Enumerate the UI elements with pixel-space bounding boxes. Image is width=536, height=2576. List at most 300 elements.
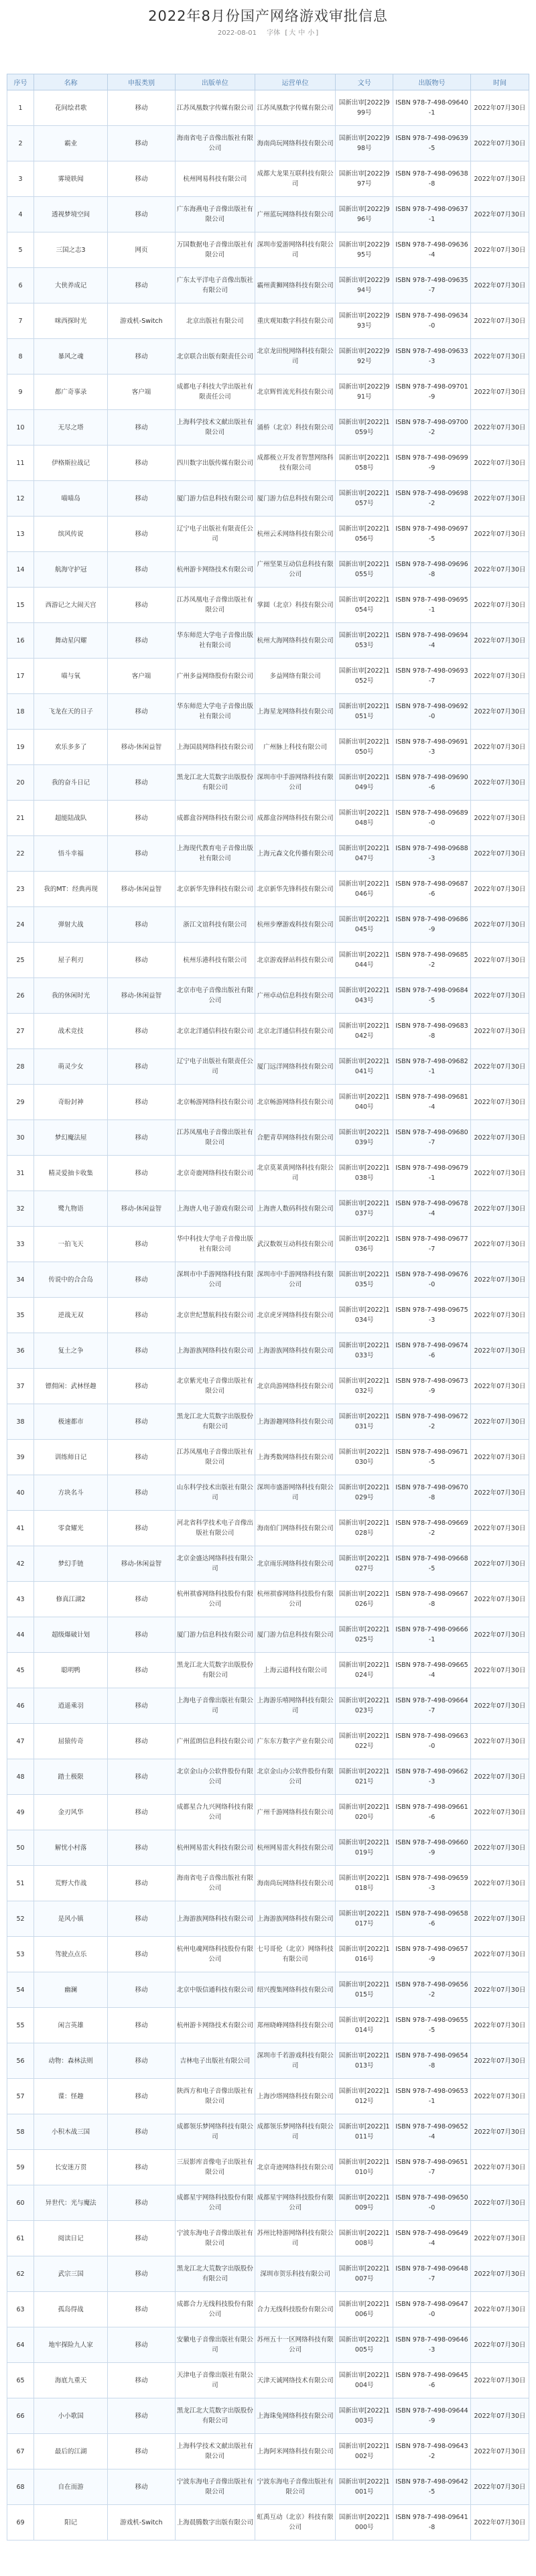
cell-isbn: ISBN 978-7-498-09673-9 [393, 1369, 471, 1404]
cell-no: 59 [7, 2150, 34, 2185]
cell-date: 2022年07月30日 [470, 2221, 529, 2256]
table-row [7, 2221, 529, 2256]
cell-type: 移动 [108, 2008, 176, 2043]
cell-isbn: ISBN 978-7-498-09647-0 [393, 2292, 471, 2327]
cell-type: 移动 [108, 1617, 176, 1653]
cell-operator: 成都盒谷网络科技有限公司 [255, 801, 336, 836]
table-row [7, 1085, 529, 1120]
cell-no: 6 [7, 268, 34, 303]
cell-no: 41 [7, 1511, 34, 1546]
cell-type: 移动 [108, 1440, 176, 1475]
table-row [7, 1617, 529, 1653]
column-header-type: 申报类别 [108, 74, 176, 90]
cell-doc-no: 国新出审[2022]1053号 [336, 623, 393, 659]
table-row [7, 1688, 529, 1724]
cell-type: 移动 [108, 1866, 176, 1901]
table-row [7, 1156, 529, 1191]
cell-no: 63 [7, 2292, 34, 2327]
cell-name: 屈猿传奇 [34, 1724, 108, 1759]
cell-name: 孤岛得战 [34, 2292, 108, 2327]
cell-date: 2022年07月30日 [470, 1191, 529, 1227]
cell-doc-no: 国新出审[2022]1037号 [336, 1191, 393, 1227]
table-row [7, 1262, 529, 1298]
cell-isbn: ISBN 978-7-498-09662-3 [393, 1759, 471, 1795]
cell-name: 欢乐多多了 [34, 730, 108, 765]
cell-type: 移动-休闲益智 [108, 978, 176, 1014]
cell-publisher: 成都星合九兴网络科技有限公司 [175, 1795, 255, 1830]
meta-row [0, 27, 536, 37]
cell-date: 2022年07月30日 [470, 1085, 529, 1120]
cell-doc-no: 国新出审[2022]1054号 [336, 588, 393, 623]
cell-isbn: ISBN 978-7-498-09669-2 [393, 1511, 471, 1546]
table-row [7, 694, 529, 730]
cell-type: 移动 [108, 2327, 176, 2363]
table-row [7, 2327, 529, 2363]
cell-isbn: ISBN 978-7-498-09633-3 [393, 339, 471, 375]
cell-publisher: 浙江文谊科技有限公司 [175, 907, 255, 943]
table-row [7, 1582, 529, 1617]
cell-type: 移动 [108, 1582, 176, 1617]
cell-name: 异世代：光与魔法 [34, 2185, 108, 2221]
table-header-row [7, 74, 529, 90]
cell-type: 移动-休闲益智 [108, 1546, 176, 1582]
cell-publisher: 海南省电子音像出版社有限公司 [175, 126, 255, 161]
cell-doc-no: 国新出审[2022]1055号 [336, 552, 393, 588]
font-size-small[interactable]: 小 [308, 29, 315, 37]
cell-date: 2022年07月30日 [470, 1511, 529, 1546]
cell-doc-no: 国新出审[2022]1032号 [336, 1369, 393, 1404]
publish-date: 2022-08-01 [217, 29, 257, 37]
page-title: 2022年8月份国产网络游戏审批信息 [148, 8, 388, 24]
cell-name: 我的MT：经典再现 [34, 872, 108, 907]
cell-name: 飞龙在天的日子 [34, 694, 108, 730]
cell-type: 移动 [108, 1653, 176, 1688]
cell-publisher: 北京北洋通信科技有限公司 [175, 1014, 255, 1049]
cell-date: 2022年07月30日 [470, 1369, 529, 1404]
cell-type: 移动 [108, 446, 176, 481]
table-row [7, 481, 529, 517]
cell-operator: 北京尚游网络科技有限公司 [255, 1369, 336, 1404]
cell-publisher: 陕西方和电子音像出版社有限公司 [175, 2079, 255, 2114]
cell-no: 30 [7, 1120, 34, 1156]
cell-type: 移动 [108, 552, 176, 588]
cell-operator: 上海沙塔网络科技有限公司 [255, 2079, 336, 2114]
cell-date: 2022年07月30日 [470, 1404, 529, 1440]
cell-operator: 海南伯门网络科技有限公司 [255, 1511, 336, 1546]
cell-operator: 绍兴搜集网络科技有限公司 [255, 1972, 336, 2008]
cell-operator: 武汉数娱互动科技有限公司 [255, 1227, 336, 1262]
cell-doc-no: 国新出审[2022]1047号 [336, 836, 393, 872]
cell-publisher: 广州蓝朗信息科技有限公司 [175, 1724, 255, 1759]
cell-isbn: ISBN 978-7-498-09701-9 [393, 375, 471, 410]
table-row [7, 588, 529, 623]
cell-date: 2022年07月30日 [470, 1262, 529, 1298]
cell-isbn: ISBN 978-7-498-09642-5 [393, 2469, 471, 2505]
cell-publisher: 广州多益网络股份有限公司 [175, 659, 255, 694]
cell-operator: 涌桥（北京）科技有限公司 [255, 410, 336, 446]
cell-doc-no: 国新出审[2022]1057号 [336, 481, 393, 517]
cell-isbn: ISBN 978-7-498-09636-4 [393, 232, 471, 268]
cell-publisher: 黑龙江北大荒数字出版股份有限公司 [175, 765, 255, 801]
cell-publisher: 广东海燕电子音像出版社有限公司 [175, 197, 255, 232]
cell-publisher: 北京金盛达网络科技有限公司 [175, 1546, 255, 1582]
cell-date: 2022年07月30日 [470, 303, 529, 339]
cell-no: 9 [7, 375, 34, 410]
cell-date: 2022年07月30日 [470, 2043, 529, 2079]
cell-date: 2022年07月30日 [470, 943, 529, 978]
cell-publisher: 黑龙江北大荒数字出版股份有限公司 [175, 2256, 255, 2292]
cell-date: 2022年07月30日 [470, 481, 529, 517]
cell-publisher: 厦门游力信息科技有限公司 [175, 481, 255, 517]
cell-type: 移动 [108, 2221, 176, 2256]
cell-no: 33 [7, 1227, 34, 1262]
cell-doc-no: 国新出审[2022]1023号 [336, 1688, 393, 1724]
cell-operator: 上海唐人数码科技有限公司 [255, 1191, 336, 1227]
cell-isbn: ISBN 978-7-498-09677-7 [393, 1227, 471, 1262]
cell-date: 2022年07月30日 [470, 339, 529, 375]
cell-operator: 广州坚果互动信息科技有限公司 [255, 552, 336, 588]
cell-name: 缤风传说 [34, 517, 108, 552]
cell-operator: 杭州网易雷火科技有限公司 [255, 1830, 336, 1866]
cell-type: 移动 [108, 1014, 176, 1049]
cell-isbn: ISBN 978-7-498-09679-1 [393, 1156, 471, 1191]
cell-no: 55 [7, 2008, 34, 2043]
cell-operator: 上海秀数网络科技有限公司 [255, 1440, 336, 1475]
cell-name: 无尽之塔 [34, 410, 108, 446]
cell-type: 移动 [108, 694, 176, 730]
cell-type: 移动 [108, 2256, 176, 2292]
cell-publisher: 河北省科学技术电子音像出版社有限公司 [175, 1511, 255, 1546]
cell-no: 42 [7, 1546, 34, 1582]
cell-name: 西游记之大闹天宫 [34, 588, 108, 623]
cell-doc-no: 国新出审[2022]1039号 [336, 1120, 393, 1156]
cell-operator: 上海游乐嘻网络科技有限公司 [255, 1688, 336, 1724]
cell-publisher: 辽宁电子出版社有限责任公司 [175, 517, 255, 552]
cell-name: 复土之争 [34, 1333, 108, 1369]
cell-publisher: 厦门游力信息科技有限公司 [175, 1617, 255, 1653]
cell-name: 阅读日记 [34, 2221, 108, 2256]
column-header-operator: 运营单位 [255, 74, 336, 90]
table-row [7, 2043, 529, 2079]
cell-date: 2022年07月30日 [470, 1049, 529, 1085]
column-header-date: 时间 [470, 74, 529, 90]
cell-isbn: ISBN 978-7-498-09634-0 [393, 303, 471, 339]
cell-name: 海底九重天 [34, 2363, 108, 2398]
cell-doc-no: 国新出审[2022]1035号 [336, 1262, 393, 1298]
cell-date: 2022年07月30日 [470, 1582, 529, 1617]
cell-date: 2022年07月30日 [470, 588, 529, 623]
cell-date: 2022年07月30日 [470, 90, 529, 126]
cell-isbn: ISBN 978-7-498-09664-7 [393, 1688, 471, 1724]
cell-date: 2022年07月30日 [470, 410, 529, 446]
table-row [7, 375, 529, 410]
cell-name: 大侠养成记 [34, 268, 108, 303]
cell-no: 20 [7, 765, 34, 801]
cell-publisher: 上海电子音像出版社有限公司 [175, 1688, 255, 1724]
cell-date: 2022年07月30日 [470, 1972, 529, 2008]
cell-no: 4 [7, 197, 34, 232]
cell-doc-no: 国新出审[2022]1033号 [336, 1333, 393, 1369]
cell-isbn: ISBN 978-7-498-09676-0 [393, 1262, 471, 1298]
cell-doc-no: 国新出审[2022]1044号 [336, 943, 393, 978]
cell-type: 移动 [108, 1404, 176, 1440]
table-row [7, 1404, 529, 1440]
cell-publisher: 深圳市中手游网络科技有限公司 [175, 1262, 255, 1298]
cell-type: 移动 [108, 1156, 176, 1191]
cell-date: 2022年07月30日 [470, 517, 529, 552]
cell-type: 移动 [108, 339, 176, 375]
table-row [7, 836, 529, 872]
font-size-medium[interactable]: 中 [298, 29, 306, 37]
table-row [7, 2434, 529, 2469]
cell-isbn: ISBN 978-7-498-09641-8 [393, 2505, 471, 2540]
cell-type: 移动 [108, 2150, 176, 2185]
cell-isbn: ISBN 978-7-498-09685-2 [393, 943, 471, 978]
cell-no: 68 [7, 2469, 34, 2505]
cell-publisher: 天津电子音像出版社有限公司 [175, 2363, 255, 2398]
cell-name: 我的奋斗日记 [34, 765, 108, 801]
cell-publisher: 辽宁电子出版社有限责任公司 [175, 1049, 255, 1085]
cell-publisher: 宁波东海电子音像出版社有限公司 [175, 2221, 255, 2256]
cell-type: 移动 [108, 1120, 176, 1156]
cell-name: 驾驶点点乐 [34, 1937, 108, 1972]
cell-isbn: ISBN 978-7-498-09680-7 [393, 1120, 471, 1156]
cell-no: 39 [7, 1440, 34, 1475]
cell-date: 2022年07月30日 [470, 2008, 529, 2043]
table-row [7, 2398, 529, 2434]
cell-operator: 广东东方数字产业有限公司 [255, 1724, 336, 1759]
cell-name: 荒野大作战 [34, 1866, 108, 1901]
cell-name: 动物：森林法则 [34, 2043, 108, 2079]
cell-isbn: ISBN 978-7-498-09650-0 [393, 2185, 471, 2221]
cell-operator: 上海珠兔网络科技有限公司 [255, 2398, 336, 2434]
cell-operator: 成都星宇网络科技股份有限公司 [255, 2185, 336, 2221]
cell-operator: 上海元森文化传播有限公司 [255, 836, 336, 872]
table-row [7, 2008, 529, 2043]
cell-type: 移动-休闲益智 [108, 730, 176, 765]
cell-isbn: ISBN 978-7-498-09681-4 [393, 1085, 471, 1120]
cell-isbn: ISBN 978-7-498-09675-3 [393, 1298, 471, 1333]
cell-isbn: ISBN 978-7-498-09658-6 [393, 1901, 471, 1937]
table-row [7, 2150, 529, 2185]
font-size-large[interactable]: 大 [289, 29, 296, 37]
cell-type: 移动 [108, 2434, 176, 2469]
cell-no: 60 [7, 2185, 34, 2221]
cell-operator: 海南尚玩网络科技有限公司 [255, 126, 336, 161]
cell-name: 航海守护冠 [34, 552, 108, 588]
cell-operator: 北京奇迹网络科技有限公司 [255, 2150, 336, 2185]
cell-date: 2022年07月30日 [470, 2256, 529, 2292]
cell-date: 2022年07月30日 [470, 2469, 529, 2505]
cell-publisher: 杭州游卡网络技术有限公司 [175, 2008, 255, 2043]
cell-publisher: 华中科技大学电子音像出版社有限公司 [175, 1227, 255, 1262]
cell-type: 移动 [108, 943, 176, 978]
cell-operator: 杭州大海网络科技有限公司 [255, 623, 336, 659]
cell-doc-no: 国新出审[2022]994号 [336, 268, 393, 303]
cell-date: 2022年07月30日 [470, 2434, 529, 2469]
cell-publisher: 华东师范大学电子音像出版社有限公司 [175, 623, 255, 659]
cell-name: 雾境轶闻 [34, 161, 108, 197]
cell-name: 镖佣闲：武林怪趣 [34, 1369, 108, 1404]
cell-doc-no: 国新出审[2022]1022号 [336, 1724, 393, 1759]
cell-isbn: ISBN 978-7-498-09672-2 [393, 1404, 471, 1440]
cell-type: 移动 [108, 2398, 176, 2434]
cell-publisher: 北京新华先锋科技有限公司 [175, 872, 255, 907]
column-header-doc-no: 文号 [336, 74, 393, 90]
cell-isbn: ISBN 978-7-498-09688-3 [393, 836, 471, 872]
cell-no: 31 [7, 1156, 34, 1191]
table-row [7, 1830, 529, 1866]
cell-name: 修真江湖2 [34, 1582, 108, 1617]
cell-doc-no: 国新出审[2022]1021号 [336, 1759, 393, 1795]
cell-date: 2022年07月30日 [470, 1440, 529, 1475]
cell-date: 2022年07月30日 [470, 552, 529, 588]
cell-type: 移动 [108, 1901, 176, 1937]
cell-type: 移动 [108, 623, 176, 659]
cell-name: 闲言英雄 [34, 2008, 108, 2043]
cell-type: 移动 [108, 2292, 176, 2327]
cell-name: 鹭九物语 [34, 1191, 108, 1227]
cell-doc-no: 国新出审[2022]1010号 [336, 2150, 393, 2185]
cell-operator: 上海游族网络科技有限公司 [255, 1333, 336, 1369]
table-row [7, 659, 529, 694]
table-row [7, 1191, 529, 1227]
cell-type: 移动 [108, 2079, 176, 2114]
cell-type: 移动 [108, 268, 176, 303]
cell-type: 移动 [108, 765, 176, 801]
cell-name: 精灵爱抽卡收集 [34, 1156, 108, 1191]
cell-isbn: ISBN 978-7-498-09678-4 [393, 1191, 471, 1227]
cell-doc-no: 国新出审[2022]1056号 [336, 517, 393, 552]
cell-date: 2022年07月30日 [470, 2292, 529, 2327]
cell-doc-no: 国新出审[2022]1016号 [336, 1937, 393, 1972]
cell-operator: 北京虎牙网络科技有限公司 [255, 1298, 336, 1333]
cell-no: 50 [7, 1830, 34, 1866]
cell-publisher: 上海现代教育电子音像出版社有限公司 [175, 836, 255, 872]
table-row [7, 943, 529, 978]
cell-doc-no: 国新出审[2022]1031号 [336, 1404, 393, 1440]
cell-no: 49 [7, 1795, 34, 1830]
cell-isbn: ISBN 978-7-498-09684-5 [393, 978, 471, 1014]
cell-doc-no: 国新出审[2022]1038号 [336, 1156, 393, 1191]
cell-no: 29 [7, 1085, 34, 1120]
cell-name: 喵与氧 [34, 659, 108, 694]
cell-no: 17 [7, 659, 34, 694]
cell-doc-no: 国新出审[2022]1041号 [336, 1049, 393, 1085]
cell-name: 屋子利刃 [34, 943, 108, 978]
cell-name: 弹射大战 [34, 907, 108, 943]
cell-type: 移动 [108, 801, 176, 836]
cell-doc-no: 国新出审[2022]993号 [336, 303, 393, 339]
cell-no: 7 [7, 303, 34, 339]
cell-no: 48 [7, 1759, 34, 1795]
cell-no: 66 [7, 2398, 34, 2434]
cell-isbn: ISBN 978-7-498-09690-6 [393, 765, 471, 801]
table-row [7, 2114, 529, 2150]
cell-doc-no: 国新出审[2022]1028号 [336, 1511, 393, 1546]
cell-doc-no: 国新出审[2022]1051号 [336, 694, 393, 730]
cell-date: 2022年07月30日 [470, 1014, 529, 1049]
cell-no: 8 [7, 339, 34, 375]
cell-no: 54 [7, 1972, 34, 2008]
cell-isbn: ISBN 978-7-498-09638-8 [393, 161, 471, 197]
table-row [7, 1866, 529, 1901]
cell-doc-no: 国新出审[2022]1004号 [336, 2363, 393, 2398]
cell-name: 萌灵少女 [34, 1049, 108, 1085]
cell-name: 战术竞技 [34, 1014, 108, 1049]
cell-name: 自在而游 [34, 2469, 108, 2505]
cell-operator: 广州千游网络科技有限公司 [255, 1795, 336, 1830]
cell-publisher: 江苏凤凰电子音像出版社有限公司 [175, 1120, 255, 1156]
cell-operator: 上海星龙网络科技有限公司 [255, 694, 336, 730]
cell-date: 2022年07月30日 [470, 161, 529, 197]
cell-operator: 合力无线科技股份有限公司 [255, 2292, 336, 2327]
cell-publisher: 黑龙江北大荒数字出版股份有限公司 [175, 1404, 255, 1440]
cell-publisher: 上海晨腾数字出版有限公司 [175, 2505, 255, 2540]
cell-isbn: ISBN 978-7-498-09687-6 [393, 872, 471, 907]
cell-doc-no: 国新出审[2022]1040号 [336, 1085, 393, 1120]
cell-doc-no: 国新出审[2022]1018号 [336, 1866, 393, 1901]
cell-type: 移动 [108, 126, 176, 161]
table-row [7, 1795, 529, 1830]
cell-name: 梦幻魔法屋 [34, 1120, 108, 1156]
cell-name: 舞动星闪耀 [34, 623, 108, 659]
cell-no: 69 [7, 2505, 34, 2540]
cell-publisher: 杭州网易科技有限公司 [175, 161, 255, 197]
cell-type: 移动-休闲益智 [108, 872, 176, 907]
cell-date: 2022年07月30日 [470, 126, 529, 161]
cell-no: 19 [7, 730, 34, 765]
cell-publisher: 四川数字出版传媒有限公司 [175, 446, 255, 481]
cell-isbn: ISBN 978-7-498-09667-8 [393, 1582, 471, 1617]
cell-date: 2022年07月30日 [470, 872, 529, 907]
cell-publisher: 成都领乐梦网络科技有限公司 [175, 2114, 255, 2150]
cell-name: 梦幻手链 [34, 1546, 108, 1582]
cell-date: 2022年07月30日 [470, 1156, 529, 1191]
table-row [7, 1759, 529, 1795]
cell-type: 移动 [108, 1475, 176, 1511]
table-row [7, 268, 529, 303]
cell-isbn: ISBN 978-7-498-09698-2 [393, 481, 471, 517]
cell-isbn: ISBN 978-7-498-09666-1 [393, 1617, 471, 1653]
column-header-isbn: 出版物号 [393, 74, 471, 90]
cell-no: 12 [7, 481, 34, 517]
cell-no: 18 [7, 694, 34, 730]
cell-isbn: ISBN 978-7-498-09693-7 [393, 659, 471, 694]
table-row [7, 2363, 529, 2398]
cell-isbn: ISBN 978-7-498-09657-9 [393, 1937, 471, 1972]
cell-name: 喵喵岛 [34, 481, 108, 517]
cell-type: 移动 [108, 1724, 176, 1759]
cell-publisher: 北京世纪慧航科技有限公司 [175, 1298, 255, 1333]
table-row [7, 410, 529, 446]
cell-publisher: 北京金山办公软件股份有限公司 [175, 1759, 255, 1795]
cell-no: 22 [7, 836, 34, 872]
cell-type: 游戏机-Switch [108, 303, 176, 339]
cell-isbn: ISBN 978-7-498-09653-1 [393, 2079, 471, 2114]
page-header [0, 0, 536, 44]
cell-operator: 深圳市千若游戏科技有限公司 [255, 2043, 336, 2079]
cell-no: 1 [7, 90, 34, 126]
cell-operator: 天津天诚网络技术有限公司 [255, 2363, 336, 2398]
cell-doc-no: 国新出审[2022]991号 [336, 375, 393, 410]
cell-doc-no: 国新出审[2022]1006号 [336, 2292, 393, 2327]
table-row [7, 1937, 529, 1972]
cell-isbn: ISBN 978-7-498-09689-0 [393, 801, 471, 836]
cell-type: 移动-休闲益智 [108, 1191, 176, 1227]
cell-no: 51 [7, 1866, 34, 1901]
cell-doc-no: 国新出审[2022]1012号 [336, 2079, 393, 2114]
